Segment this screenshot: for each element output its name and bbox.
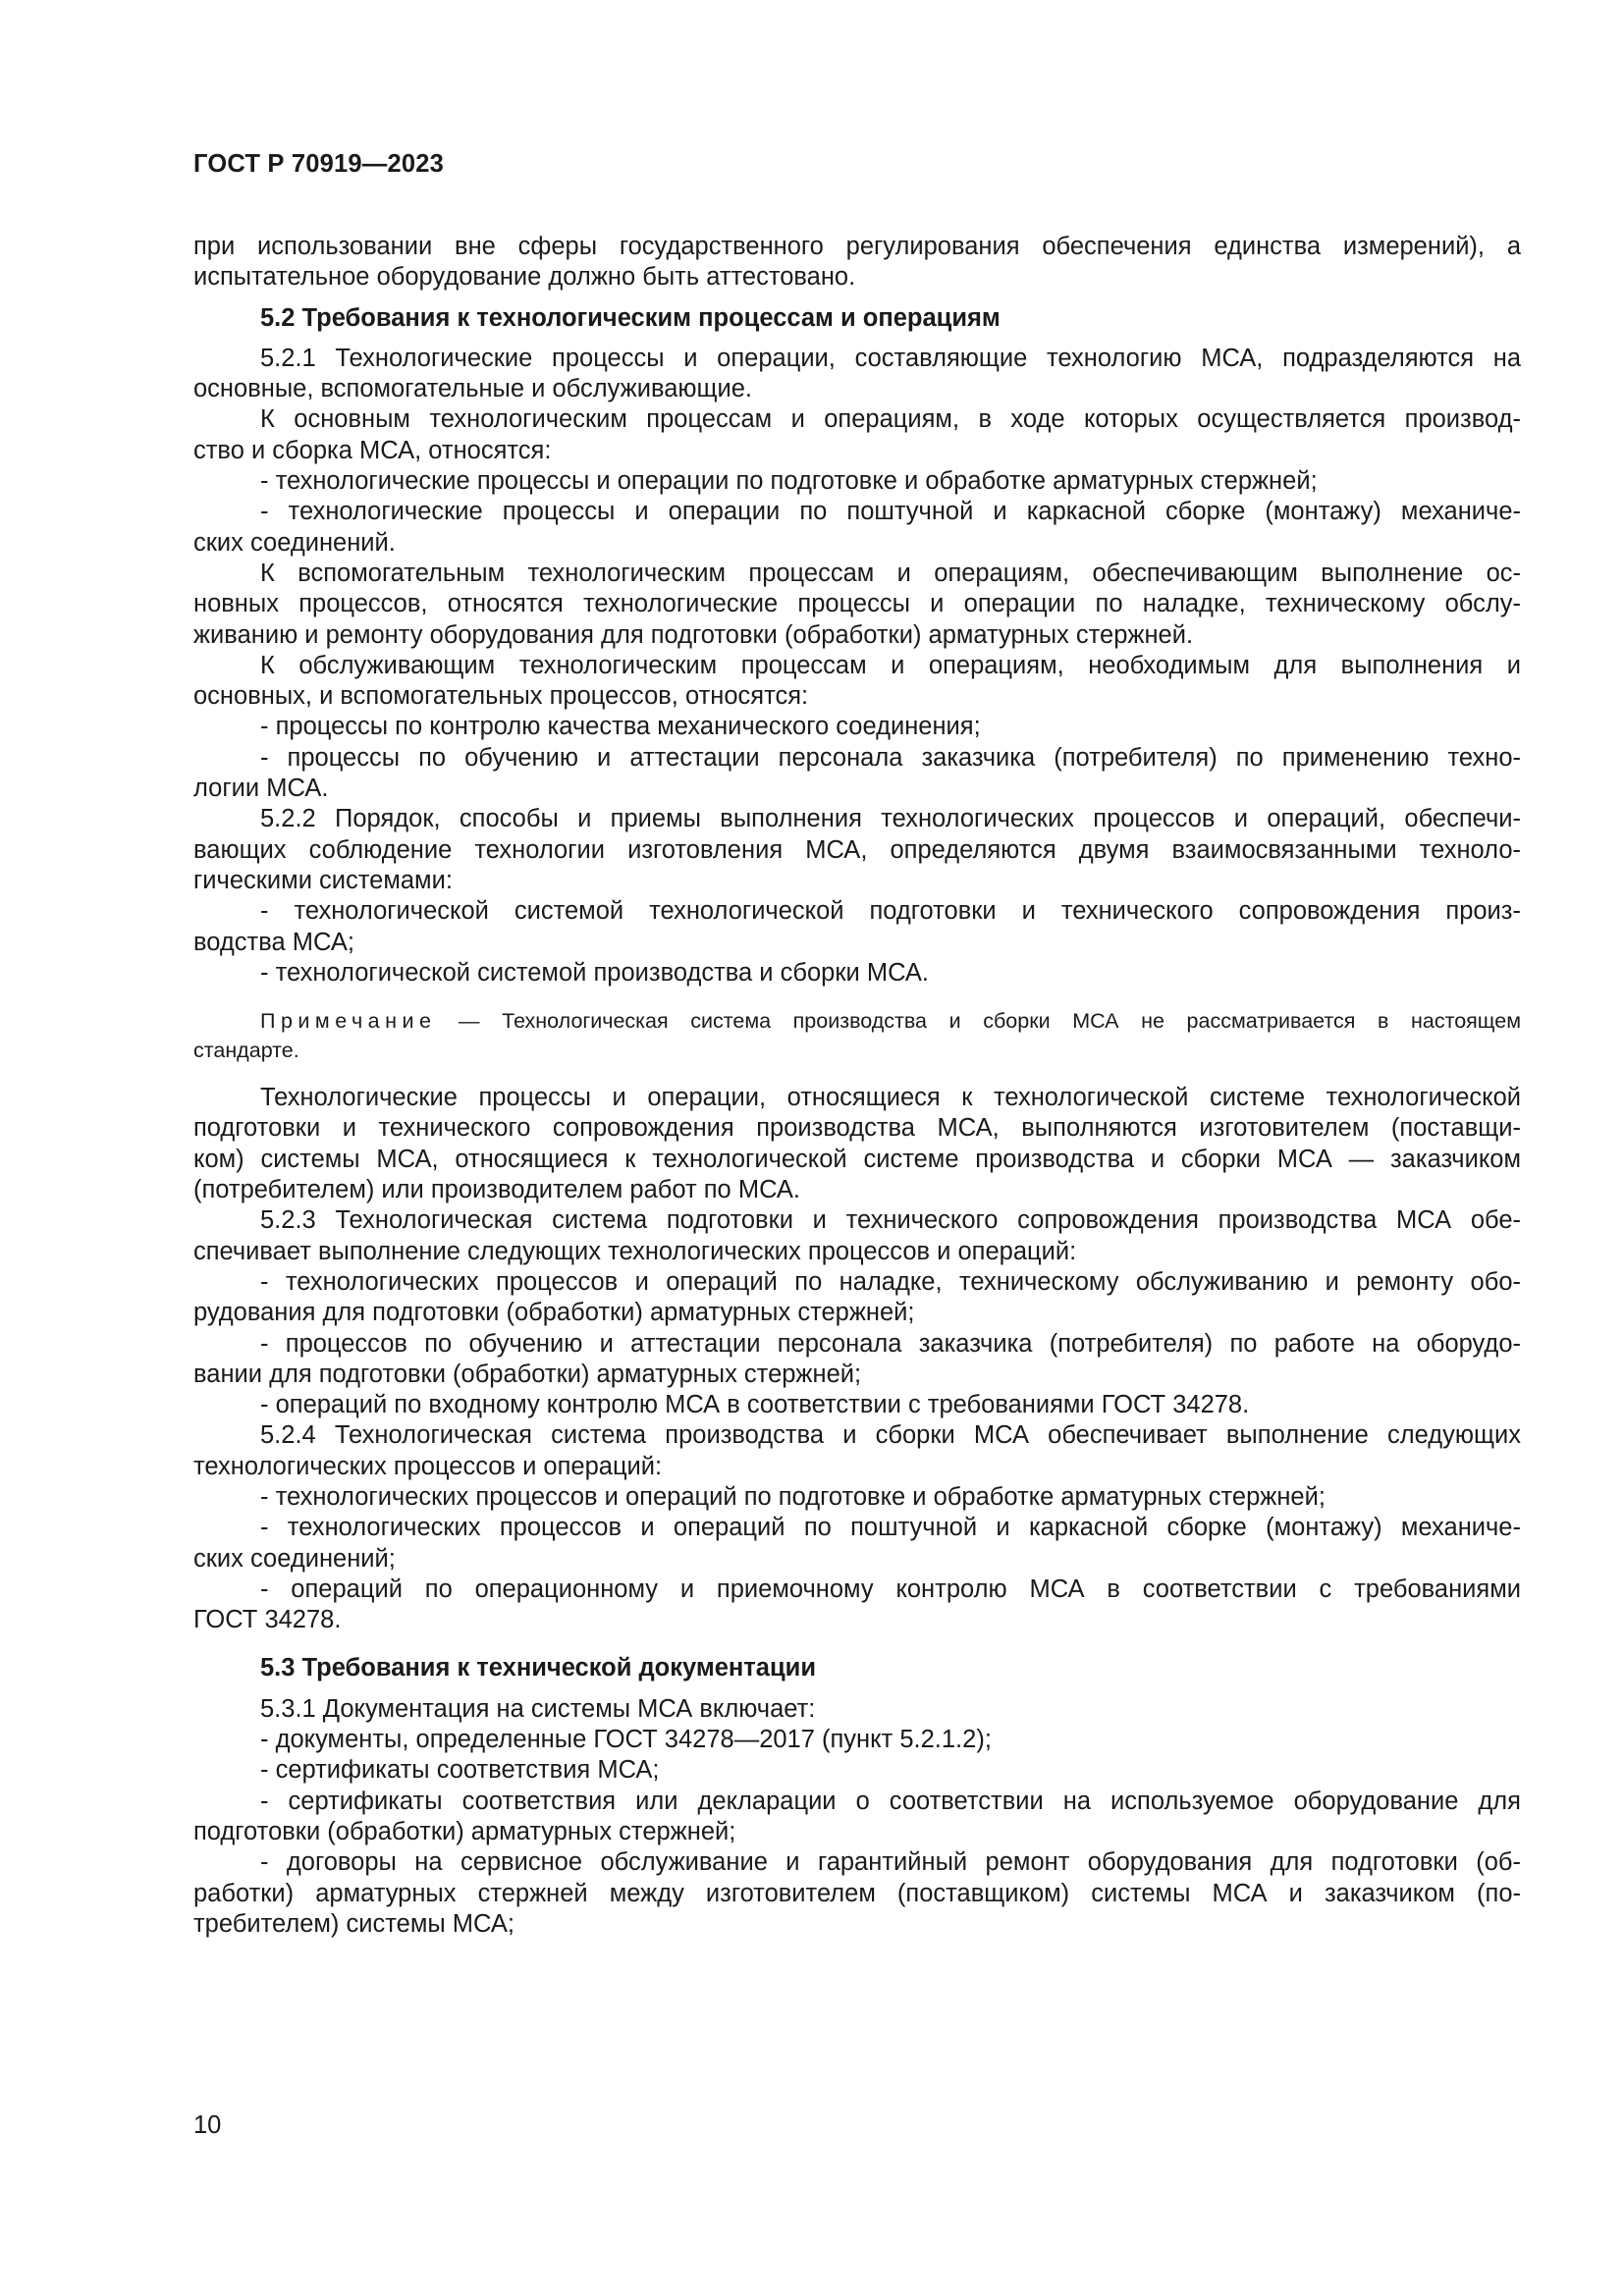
note-block [193, 1006, 1521, 1065]
list-item [193, 1755, 1521, 1786]
list-item [193, 1513, 1521, 1575]
text-line: Технологические процессы и операции, относящиеся к технологической системе технологической [260, 1084, 1521, 1112]
text-line: 5.2.2 Порядок, способы и приемы выполнения технологических процессов и операций, обеспечи- [260, 805, 1521, 833]
text-line: рудования для подготовки (обработки) арматурных стержней; [193, 1299, 915, 1327]
text-line: спечивает выполнение следующих технологических процессов и операций: [193, 1237, 1077, 1265]
note-line: стандарте. [193, 1039, 299, 1063]
text-line: вании для подготовки (обработки) арматурных стержней; [193, 1360, 862, 1388]
paragraph-main-processes [193, 404, 1521, 466]
list-item [193, 1390, 1521, 1420]
text-line: - процессы по обучению и аттестации персонала заказчика (потребителя) по применению техно- [260, 743, 1521, 772]
text-line: К вспомогательным технологическим процессам и операциям, обеспечивающим выполнение ос- [260, 559, 1521, 587]
list-item [193, 466, 1521, 497]
document-body [193, 232, 1521, 1940]
text-line: - процессы по контролю качества механического соединения; [260, 713, 981, 741]
list-item [193, 1787, 1521, 1848]
paragraph-5-2-3 [193, 1205, 1521, 1267]
text-line: 5.2.1 Технологические процессы и операции, составляющие технологию МСА, подразделяются на [260, 344, 1521, 372]
text-line: 5.2.4 Технологическая система производства и сборки МСА обеспечивает выполнение следующих [260, 1421, 1521, 1450]
list-item [193, 1482, 1521, 1513]
text-line: логии МСА. [193, 774, 329, 803]
text-line: - сертификаты соответствия или декларации о соответствии на используемое оборудование для [260, 1787, 1521, 1815]
list-item [193, 1575, 1521, 1636]
paragraph-service-processes [193, 651, 1521, 713]
text-line: ских соединений. [193, 528, 396, 557]
note-line [193, 1006, 1521, 1036]
text-line: ских соединений; [193, 1544, 396, 1573]
paragraph-5-2-4 [193, 1420, 1521, 1482]
paragraph-5-2-1 [193, 344, 1521, 405]
list-item [193, 743, 1521, 805]
text-line: технологических процессов и операций: [193, 1452, 663, 1480]
paragraph-5-3-1 [193, 1694, 1521, 1725]
text-line: - технологической системой производства и сборки МСА. [260, 958, 930, 987]
text-line: ГОСТ 34278. [193, 1606, 342, 1634]
text-line: новных процессов, относятся технологические процессы и операции по наладке, техническому обслу- [193, 590, 1521, 618]
text-line: подготовки (обработки) арматурных стержней; [193, 1817, 736, 1845]
list-item [193, 958, 1521, 988]
text-line: при использовании вне сферы государственного регулирования обеспечения единства измерений), а [193, 233, 1521, 260]
text-line: - договоры на сервисное обслуживание и гарантийный ремонт оборудования для подготовки (об- [260, 1848, 1521, 1877]
text-line: - операций по входному контролю МСА в соответствии с требованиями ГОСТ 34278. [260, 1391, 1250, 1419]
text-line: ком) системы МСА, относящиеся к технологической системе производства и сборки МСА — заказчиком [193, 1145, 1521, 1173]
text-line: требителем) системы МСА; [193, 1909, 514, 1938]
text-line: вающих соблюдение технологии изготовления МСА, определяются двумя взаимосвязанными техноло- [193, 835, 1521, 864]
section-heading-5-2: 5.2 Требования к технологическим процессам и операциям [260, 303, 1001, 332]
note-text: — Технологическая система производства и сборки МСА не рассматривается в настоящем [436, 1009, 1521, 1034]
text-line: - документы, определенные ГОСТ 34278—2017 (пункт 5.2.1.2); [260, 1726, 992, 1754]
text-line: ство и сборка МСА, относятся: [193, 436, 552, 464]
document-header: ГОСТ Р 70919—2023 [193, 150, 445, 178]
text-line: испытательное оборудование должно быть аттестовано. [193, 263, 856, 292]
text-line: подготовки и технического сопровождения производства МСА, выполняются изготовителем (поставщи- [193, 1114, 1521, 1143]
paragraph-5-2-2 [193, 804, 1521, 896]
list-item [193, 497, 1521, 559]
list-item [193, 712, 1521, 742]
section-heading-5-3: 5.3 Требования к технической документации [260, 1654, 817, 1682]
paragraph-intro [193, 232, 1521, 294]
text-line: - технологической системой технологической подготовки и технического сопровождения произ- [260, 897, 1521, 926]
text-line: работки) арматурных стержней между изготовителем (поставщиком) системы МСА и заказчиком (по- [193, 1879, 1521, 1907]
text-line: - технологических процессов и операций по поштучной и каркасной сборке (монтажу) механиче- [260, 1514, 1521, 1542]
text-line: (потребителем) или производителем работ по МСА. [193, 1176, 801, 1204]
list-item [193, 1847, 1521, 1940]
page-number: 10 [193, 2111, 222, 2139]
text-line: основных, и вспомогательных процессов, относятся: [193, 682, 809, 711]
text-line: гическими системами: [193, 866, 453, 894]
text-line: водства МСА; [193, 928, 354, 956]
text-line: - сертификаты соответствия МСА; [260, 1756, 660, 1785]
text-line: 5.2.3 Технологическая система подготовки и технического сопровождения производства МСА обе- [260, 1206, 1521, 1235]
note-label: Примечание [260, 1009, 437, 1034]
text-line: - технологических процессов и операций по подготовке и обработке арматурных стержней; [260, 1482, 1326, 1511]
list-item [193, 1329, 1521, 1391]
text-line: - технологические процессы и операции по подготовке и обработке арматурных стержней; [260, 467, 1318, 496]
paragraph-auxiliary-processes [193, 559, 1521, 651]
list-item [193, 1725, 1521, 1755]
text-line: - операций по операционному и приемочному контролю МСА в соответствии с требованиями [260, 1575, 1521, 1603]
list-item [193, 896, 1521, 958]
text-line: основные, вспомогательные и обслуживающие. [193, 375, 753, 403]
list-item [193, 1267, 1521, 1329]
text-line: живанию и ремонту оборудования для подготовки (обработки) арматурных стержней. [193, 620, 1194, 649]
text-line: К основным технологическим процессам и операциям, в ходе которых осуществляется производ- [260, 405, 1521, 434]
text-line: 5.3.1 Документация на системы МСА включает: [260, 1694, 816, 1723]
text-line: - технологических процессов и операций по наладке, техническому обслуживанию и ремонту обо- [260, 1267, 1521, 1296]
text-line: К обслуживающим технологическим процессам и операциям, необходимым для выполнения и [260, 651, 1521, 679]
text-line: - процессов по обучению и аттестации персонала заказчика (потребителя) по работе на оборудо- [260, 1329, 1521, 1358]
text-line: - технологические процессы и операции по поштучной и каркасной сборке (монтажу) механиче- [260, 498, 1521, 526]
paragraph-tech-systems [193, 1083, 1521, 1205]
